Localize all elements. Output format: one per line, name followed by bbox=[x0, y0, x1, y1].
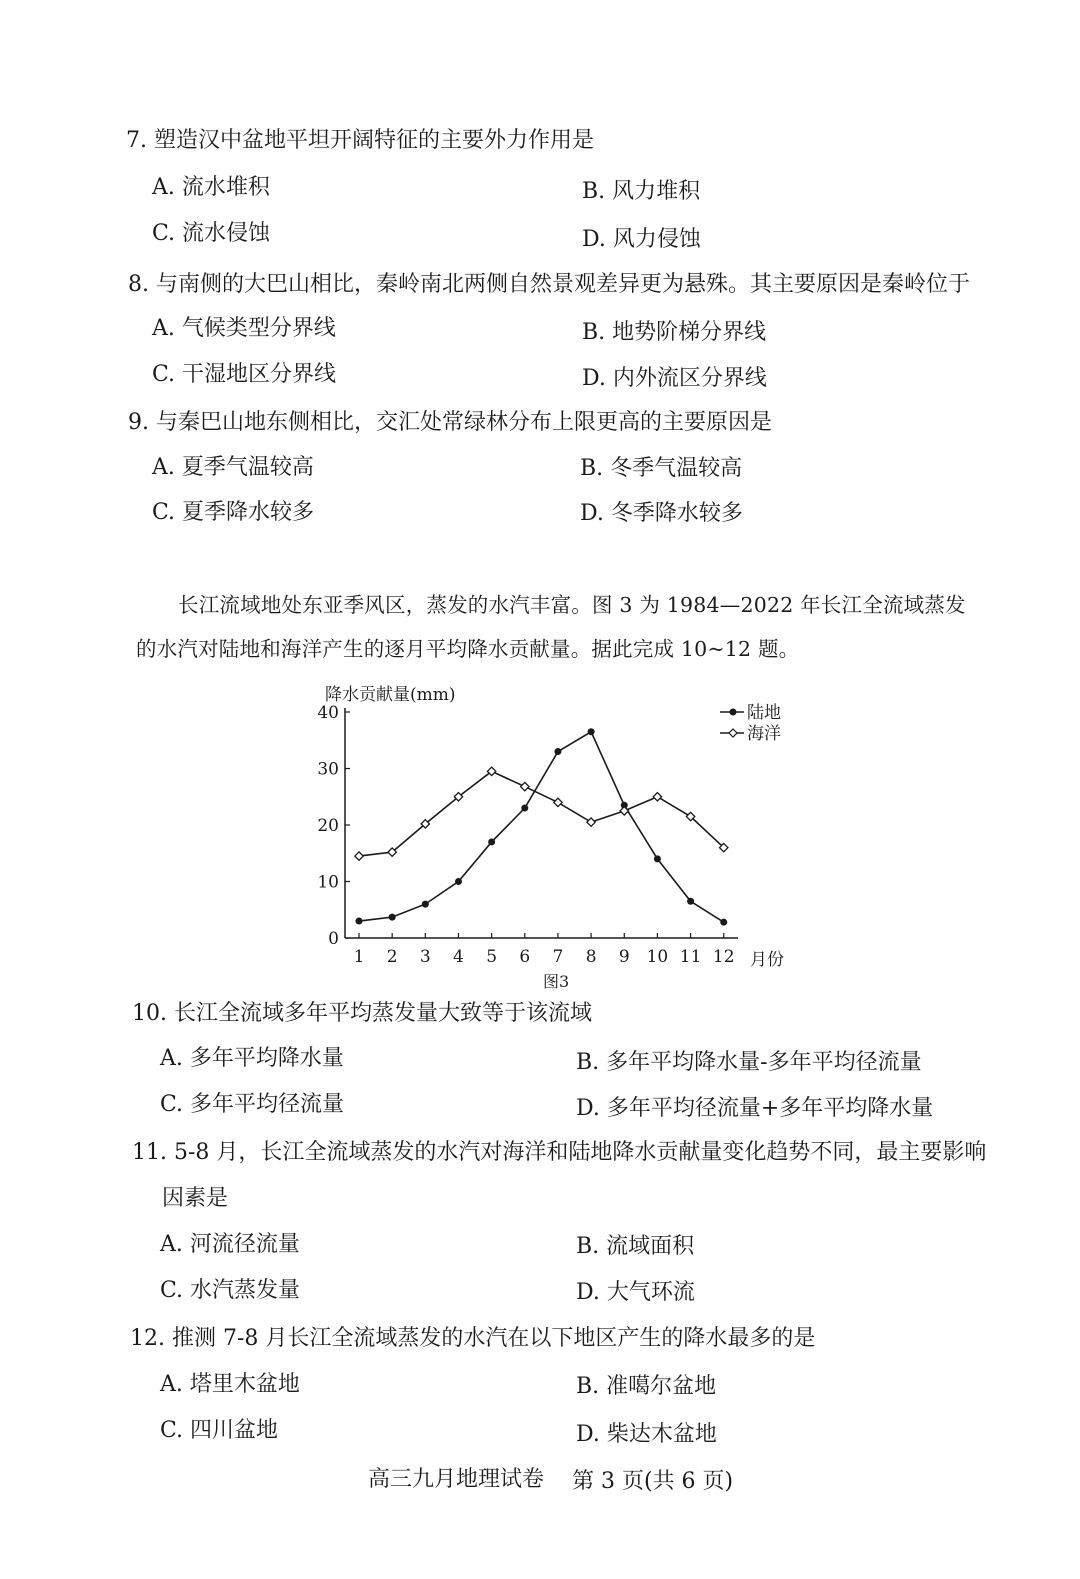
x-tick-label: 1 bbox=[353, 947, 365, 967]
series-land bbox=[356, 728, 728, 925]
precipitation-contribution-chart bbox=[300, 670, 820, 1000]
q10-option-a: A. 多年平均降水量 bbox=[160, 1046, 344, 1071]
data-point bbox=[356, 918, 363, 925]
legend-marker bbox=[729, 729, 737, 737]
q11-option-d: D. 大气环流 bbox=[576, 1280, 695, 1305]
series-layer bbox=[355, 728, 728, 925]
legend-label: 海洋 bbox=[747, 724, 781, 744]
y-axis-label: 降水贡献量(mm) bbox=[325, 685, 456, 705]
data-point bbox=[653, 793, 661, 801]
y-tick-label: 20 bbox=[317, 816, 339, 836]
data-point bbox=[620, 807, 628, 815]
q11-stem: 11. 5-8 月，长江全流域蒸发的水汽对海洋和陆地降水贡献量变化趋势不同，最主要影响 bbox=[132, 1140, 987, 1165]
x-tick-label: 4 bbox=[453, 947, 464, 967]
data-point bbox=[720, 919, 727, 926]
q9-stem: 9. 与秦巴山地东侧相比，交汇处常绿林分布上限更高的主要原因是 bbox=[128, 410, 772, 435]
axes bbox=[345, 708, 738, 938]
data-point bbox=[554, 798, 562, 806]
q8-option-d: D. 内外流区分界线 bbox=[582, 366, 767, 391]
q12-option-d: D. 柴达木盆地 bbox=[576, 1422, 717, 1447]
x-tick-label: 5 bbox=[486, 947, 498, 967]
q10-stem: 10. 长江全流域多年平均蒸发量大致等于该流域 bbox=[132, 1001, 592, 1026]
data-point bbox=[588, 728, 595, 735]
data-point bbox=[488, 838, 495, 845]
q12-option-b: B. 准噶尔盆地 bbox=[576, 1374, 717, 1399]
y-tick-label: 30 bbox=[317, 759, 339, 780]
q7-option-b: B. 风力堆积 bbox=[582, 179, 701, 204]
data-point bbox=[355, 852, 363, 860]
q7-option-c: C. 流水侵蚀 bbox=[152, 221, 271, 246]
q10-option-c: C. 多年平均径流量 bbox=[160, 1092, 345, 1117]
y-tick-label: 10 bbox=[317, 872, 339, 893]
chart-caption: 图3 bbox=[543, 972, 570, 991]
chart-legend bbox=[720, 702, 781, 744]
q8-stem: 8. 与南侧的大巴山相比，秦岭南北两侧自然景观差异更为悬殊。其主要原因是秦岭位于 bbox=[128, 272, 970, 297]
q10-option-b: B. 多年平均降水量-多年平均径流量 bbox=[576, 1050, 922, 1075]
x-tick-label: 8 bbox=[585, 947, 597, 967]
q8-option-a: A. 气候类型分界线 bbox=[152, 316, 336, 341]
intro-line-2: 的水汽对陆地和海洋产生的逐月平均降水贡献量。据此完成 10~12 题。 bbox=[136, 637, 800, 661]
q12-option-c: C. 四川盆地 bbox=[160, 1418, 279, 1443]
q10-option-d: D. 多年平均径流量+多年平均降水量 bbox=[576, 1096, 934, 1121]
footer-page-number: 第 3 页(共 6 页) bbox=[572, 1469, 734, 1494]
q8-option-c: C. 干湿地区分界线 bbox=[152, 362, 337, 387]
data-point bbox=[587, 818, 595, 826]
data-point bbox=[654, 855, 661, 862]
x-tick-label: 6 bbox=[519, 947, 531, 967]
q11-option-c: C. 水汽蒸发量 bbox=[160, 1278, 301, 1303]
data-point bbox=[521, 805, 528, 812]
x-tick-label: 11 bbox=[679, 947, 702, 967]
x-tick-label: 2 bbox=[386, 947, 398, 967]
x-tick-label: 7 bbox=[552, 947, 564, 967]
data-point bbox=[455, 878, 462, 885]
data-point bbox=[389, 914, 396, 921]
q12-stem: 12. 推测 7-8 月长江全流域蒸发的水汽在以下地区产生的降水最多的是 bbox=[130, 1326, 816, 1351]
q9-option-c: C. 夏季降水较多 bbox=[152, 500, 315, 525]
q7-option-d: D. 风力侵蚀 bbox=[582, 227, 701, 252]
q11-stem-continued: 因素是 bbox=[162, 1186, 229, 1211]
series-line bbox=[359, 771, 724, 856]
q11-option-a: A. 河流径流量 bbox=[160, 1232, 300, 1257]
data-point bbox=[554, 748, 561, 755]
q9-option-d: D. 冬季降水较多 bbox=[580, 501, 743, 526]
legend-marker bbox=[730, 709, 737, 716]
legend-label: 陆地 bbox=[747, 703, 781, 723]
y-tick-label: 40 bbox=[317, 703, 339, 723]
series-line bbox=[359, 732, 724, 922]
q9-option-b: B. 冬季气温较高 bbox=[580, 456, 743, 481]
data-point bbox=[521, 782, 529, 790]
x-tick-label: 10 bbox=[646, 947, 669, 967]
x-tick-label: 12 bbox=[712, 947, 735, 967]
intro-line-1: 长江流域地处东亚季风区，蒸发的水汽丰富。图 3 为 1984—2022 年长江全流域蒸发 bbox=[178, 593, 966, 617]
q11-option-b: B. 流域面积 bbox=[576, 1234, 695, 1259]
x-tick-label: 9 bbox=[618, 947, 630, 967]
q12-option-a: A. 塔里木盆地 bbox=[160, 1372, 300, 1397]
q7-option-a: A. 流水堆积 bbox=[152, 175, 270, 200]
data-point bbox=[422, 901, 429, 908]
q9-option-a: A. 夏季气温较高 bbox=[152, 455, 314, 480]
footer-title: 高三九月地理试卷 bbox=[368, 1467, 545, 1492]
q7-stem: 7. 塑造汉中盆地平坦开阔特征的主要外力作用是 bbox=[126, 128, 594, 153]
x-axis-label: 月份 bbox=[750, 950, 784, 970]
y-tick-label: 0 bbox=[328, 929, 339, 949]
data-point bbox=[687, 898, 694, 905]
x-tick-label: 3 bbox=[419, 947, 431, 967]
q8-option-b: B. 地势阶梯分界线 bbox=[582, 320, 767, 345]
